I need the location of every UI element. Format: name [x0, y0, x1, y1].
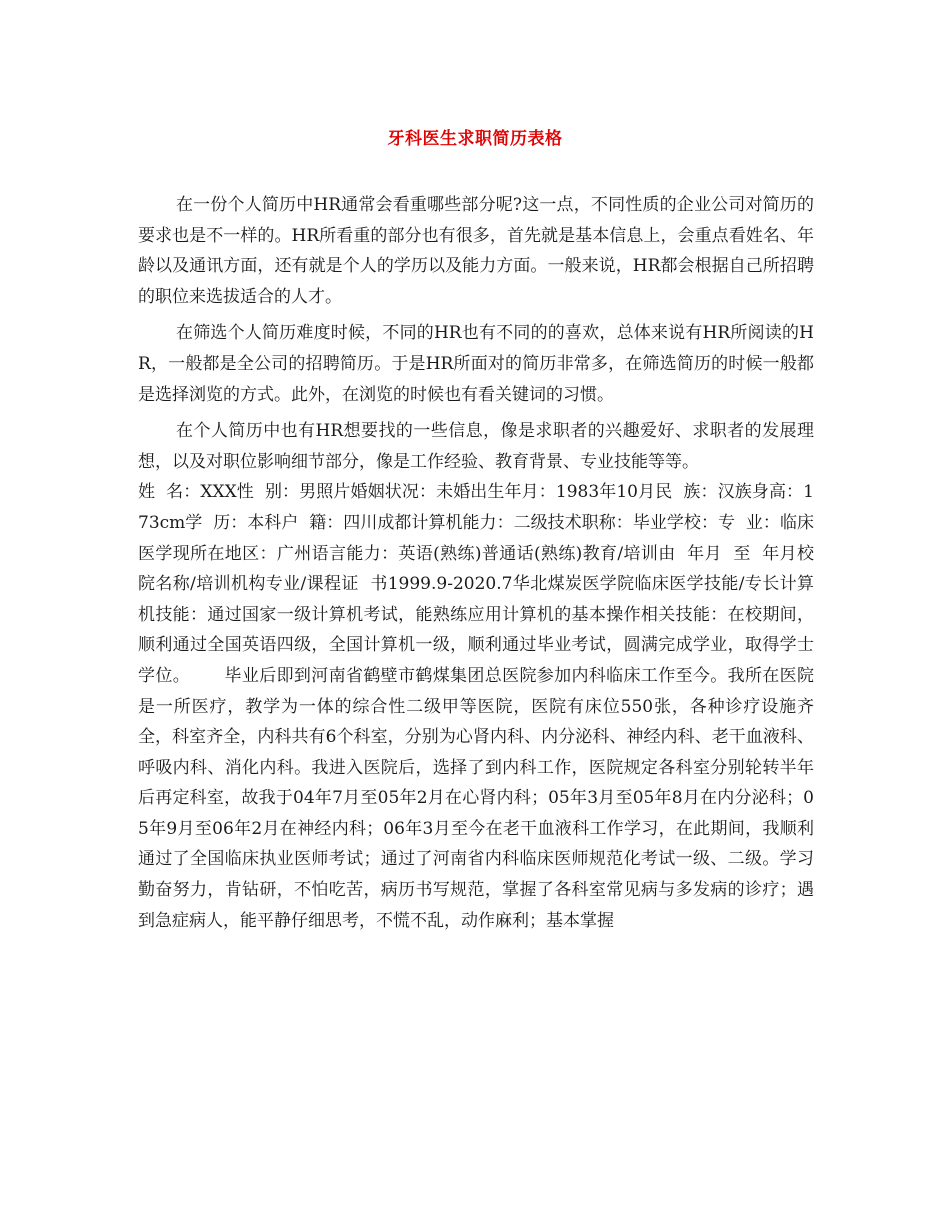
paragraph-3: 在个人简历中也有HR想要找的一些信息，像是求职者的兴趣爱好、求职者的发展理想，以及对职位影响细节部分，像是工作经验、教育背景、专业技能等等。 [138, 421, 814, 472]
paragraph-1: 在一份个人简历中HR通常会看重哪些部分呢?这一点，不同性质的企业公司对简历的要求也是不一样的。HR所看重的部分也有很多，首先就是基本信息上，会重点看姓名、年龄以及通讯方面，还有就是个人的学历以及能力方面。一般来说，HR都会根据自己所招聘的职位来选拔适合的人才。 [138, 195, 814, 307]
document-body [138, 190, 814, 936]
document-title: 牙科医生求职简历表格 [387, 129, 563, 149]
paragraph-2: 在筛选个人简历难度时候，不同的HR也有不同的的喜欢，总体来说有HR所阅读的HR，一般都是全公司的招聘简历。于是HR所面对的简历非常多，在筛选简历的时候一般都是选择浏览的方式。此外，在浏览的时候也有看关键词的习惯。 [138, 323, 814, 405]
resume-details: 姓 名：XXX性 别：男照片婚姻状况：未婚出生年月：1983年10月民 族：汉族身高：173cm学 历：本科户 籍：四川成都计算机能力：二级技术职称：毕业学校：专 业：临床医学现所在地区：广州语言能力：英语(熟练)普通话(熟练)教育/培训由 年月 至 年月校院名称/培训机构专业/课程证 书1999.9-2020.7华北煤炭医学院临床医学技能/专长计算机技能：通过国家一级计算机考试，能熟练应用计算机的基本操作相关技能：在校期间，顺利通过全国英语四级，全国计算机一级，顺利通过毕业考试，圆满完成学业，取得学士学位。 毕业后即到河南省鹤壁市鹤煤集团总医院参加内科临床工作至今。我所在医院是一所医疗，教学为一体的综合性二级甲等医院，医院有床位550张，各种诊疗设施齐全，科室齐全，内科共有6个科室，分别为心肾内科、内分泌科、神经内科、老干血液科、呼吸内科、消化内科。我进入医院后，选择了到内科工作，医院规定各科室分别轮转半年后再定科室，故我于04年7月至05年2月在心肾内科；05年3月至05年8月在内分泌科；05年9月至06年2月在神经内科；06年3月至今在老干血液科工作学习，在此期间，我顺利通过了全国临床执业医师考试；通过了河南省内科临床医师规范化考试一级、二级。学习勤奋努力，肯钻研，不怕吃苦，病历书写规范，掌握了各科室常见病与多发病的诊疗；遇到急症病人，能平静仔细思考，不慌不乱，动作麻利；基本掌握 [138, 482, 814, 931]
